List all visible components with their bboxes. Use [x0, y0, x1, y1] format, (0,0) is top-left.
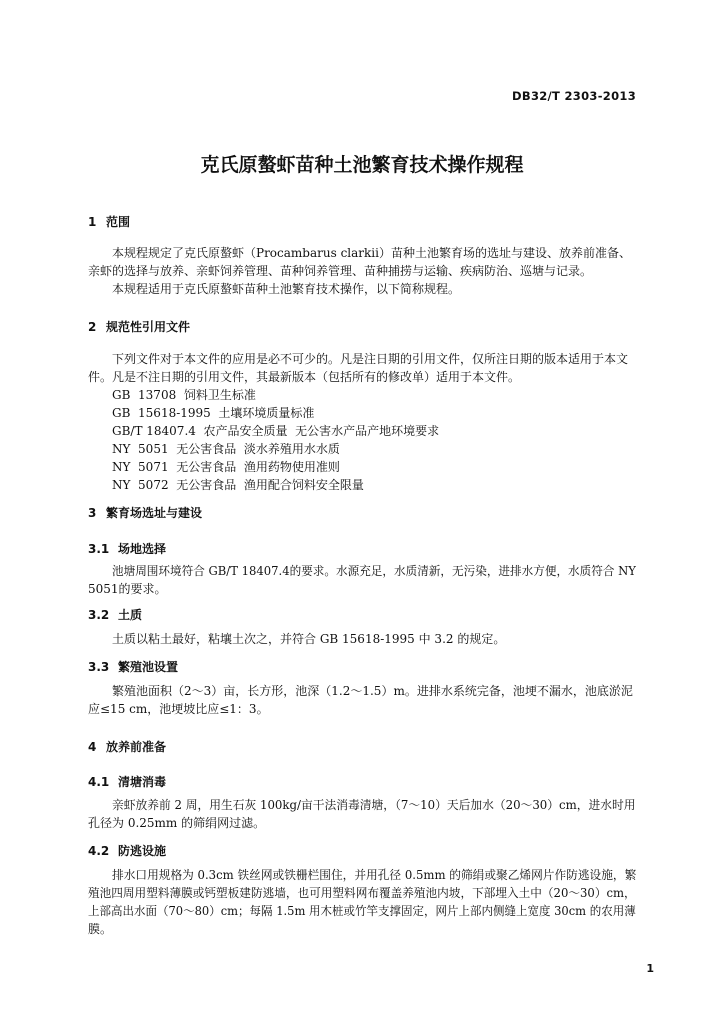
section-3-heading: [88, 504, 202, 521]
document-title: 克氏原螯虾苗种土池繁育技术操作规程: [200, 154, 524, 176]
subsection-3-3-heading: [88, 658, 178, 675]
subsection-title: 清塘消毒: [118, 775, 167, 789]
paragraph-line: 本规程适用于克氏原螯虾苗种土池繁育技术操作，以下简称规程。: [112, 282, 461, 296]
paragraph-line: 下列文件对于本文件的应用是必不可少的。凡是注日期的引用文件，仅所注日期的版本适用于本文: [112, 352, 629, 366]
subsection-4-1-heading: [88, 773, 166, 790]
section-4-heading: [88, 738, 166, 755]
section-title: 范围: [106, 215, 131, 229]
section-number: 1: [88, 215, 97, 229]
reference-item: GB 15618-1995 土壤环境质量标准: [112, 406, 315, 420]
subsection-4-2-heading: [88, 842, 166, 859]
standard-code: DB32/T 2303-2013: [512, 89, 636, 103]
paragraph-line: 亲虾放养前 2 周，用生石灰 100kg/亩干法消毒清塘，（7～10）天后加水（20～30）cm，进水时用: [112, 798, 636, 812]
paragraph-line: 上部高出水面（70～80）cm；每隔 1.5m 用木桩或竹竿支撑固定，网片上部内侧缝上宽度 30cm 的农用薄: [88, 904, 636, 918]
page-number: 1: [646, 962, 654, 975]
paragraph-line: 排水口用规格为 0.3cm 铁丝网或铁栅栏围住，并用孔径 0.5mm 的筛绢或聚乙烯网片作防逃设施，繁: [112, 868, 637, 882]
paragraph-line: 土质以粘土最好，粘壤土次之，并符合 GB 15618-1995 中 3.2 的规定。: [112, 632, 506, 646]
paragraph-line: 池塘周围环境符合 GB/T 18407.4的要求。水源充足，水质清新，无污染，进排水方便，水质符合 NY: [112, 564, 636, 578]
section-number: 3: [88, 506, 97, 520]
reference-item: GB 13708 饲料卫生标准: [112, 388, 256, 402]
section-title: 繁育场选址与建设: [106, 506, 203, 520]
subsection-title: 繁殖池设置: [118, 660, 179, 674]
reference-item: NY 5072 无公害食品 渔用配合饲料安全限量: [112, 478, 364, 492]
subsection-number: 3.1: [88, 542, 110, 556]
section-2-heading: [88, 318, 190, 335]
paragraph-line: 殖池四周用塑料薄膜或钙塑板建防逃墙，也可用塑料网布覆盖养殖池内坡，下部埋入土中（20～30）cm，: [88, 886, 636, 900]
subsection-title: 防逃设施: [118, 844, 167, 858]
subsection-number: 3.2: [88, 608, 110, 622]
section-title: 放养前准备: [106, 740, 167, 754]
section-number: 4: [88, 740, 97, 754]
subsection-number: 4.2: [88, 844, 110, 858]
section-number: 2: [88, 320, 97, 334]
section-title: 规范性引用文件: [106, 320, 191, 334]
subsection-number: 3.3: [88, 660, 110, 674]
paragraph-line: 亲虾的选择与放养、亲虾饲养管理、苗种饲养管理、苗种捕捞与运输、疾病防治、巡塘与记录。: [88, 264, 593, 278]
subsection-3-1-heading: [88, 540, 166, 557]
reference-item: NY 5051 无公害食品 淡水养殖用水水质: [112, 442, 340, 456]
paragraph-line: 应≤15 cm，池埂坡比应≤1：3。: [88, 702, 269, 716]
subsection-number: 4.1: [88, 775, 110, 789]
paragraph-line: 膜。: [88, 922, 113, 936]
subsection-title: 场地选择: [118, 542, 167, 556]
paragraph-line: 繁殖池面积（2～3）亩，长方形，池深（1.2～1.5）m。进排水系统完备，池埂不漏水，池底淤泥: [112, 684, 633, 698]
paragraph-line: 5051的要求。: [88, 582, 167, 596]
subsection-3-2-heading: [88, 606, 142, 623]
paragraph-line: 本规程规定了克氏原螯虾（Procambarus clarkii）苗种土池繁育场的选址与建设、放养前准备、: [112, 246, 631, 260]
section-1-heading: [88, 213, 130, 230]
paragraph-line: 孔径为 0.25mm 的筛绢网过滤。: [88, 816, 266, 830]
paragraph-line: 件。凡是不注日期的引用文件，其最新版本（包括所有的修改单）适用于本文件。: [88, 370, 521, 384]
reference-item: NY 5071 无公害食品 渔用药物使用准则: [112, 460, 340, 474]
subsection-title: 土质: [118, 608, 143, 622]
reference-item: GB/T 18407.4 农产品安全质量 无公害水产品产地环境要求: [112, 424, 440, 438]
